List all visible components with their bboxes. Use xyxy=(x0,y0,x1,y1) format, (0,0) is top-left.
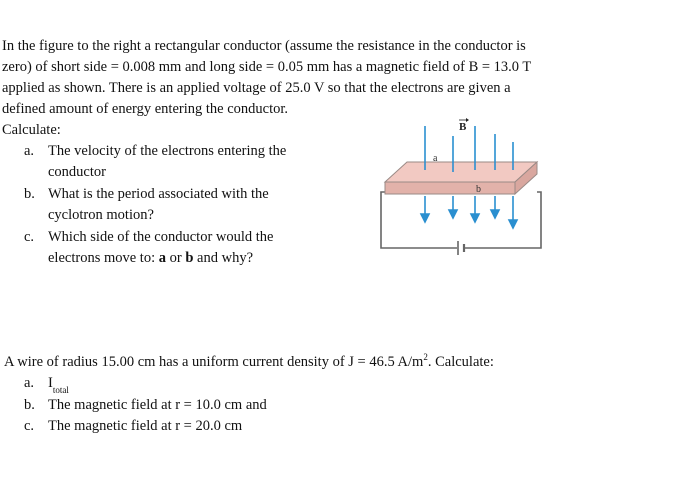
item-label: c. xyxy=(24,229,35,245)
option-b: b xyxy=(185,250,194,266)
subscript-total: total xyxy=(52,384,69,395)
battery-icon xyxy=(458,241,464,255)
item-text-line-1: Which side of the conductor would the xyxy=(48,229,274,245)
item-text: The magnetic field at r = 20.0 cm xyxy=(48,418,243,434)
item-label: a. xyxy=(24,143,35,159)
vector-arrow-head-icon xyxy=(466,118,469,122)
exponent: 2 xyxy=(423,352,428,363)
conductor-figure xyxy=(373,114,553,271)
intro-line-3: applied as shown. There is an applied voltage of 25.0 V so that the electrons are given a xyxy=(2,80,511,96)
item-text-line-1: The velocity of the electrons entering the xyxy=(48,143,287,159)
item-text-line-1: What is the period associated with the xyxy=(48,186,269,202)
item-text-line-2: conductor xyxy=(48,164,106,180)
side-a-label: a xyxy=(433,153,438,164)
item-label: b. xyxy=(24,397,35,413)
item-label: c. xyxy=(24,418,35,434)
problem-2-statement: A wire of radius 15.00 cm has a uniform current density of J = 46.5 $A/m^2$. Calculate: xyxy=(4,352,494,370)
calculate-label: Calculate: xyxy=(2,122,61,138)
item-label: a. xyxy=(24,375,35,391)
conductor-slab xyxy=(385,162,537,194)
intro-line-2: zero) of short side = 0.008 mm and long side = 0.05 mm has a magnetic field of B = 13.0 T xyxy=(2,59,532,75)
item-label: b. xyxy=(24,186,35,202)
intro-line-4: defined amount of energy entering the conductor. xyxy=(2,101,289,117)
option-a: a xyxy=(158,250,166,266)
item-text-line-2: electrons move to: a or b and why? xyxy=(48,250,253,266)
item-text-line-2: cyclotron motion? xyxy=(48,207,154,223)
side-b-label: b xyxy=(476,184,481,195)
intro-line-1: In the figure to the right a rectangular conductor (assume the resistance in the conductor is xyxy=(2,38,526,54)
item-text: The magnetic field at r = 10.0 cm and xyxy=(48,397,267,413)
conductor-diagram xyxy=(373,114,553,264)
field-label: B xyxy=(459,121,467,133)
problem-1-intro xyxy=(2,36,692,141)
